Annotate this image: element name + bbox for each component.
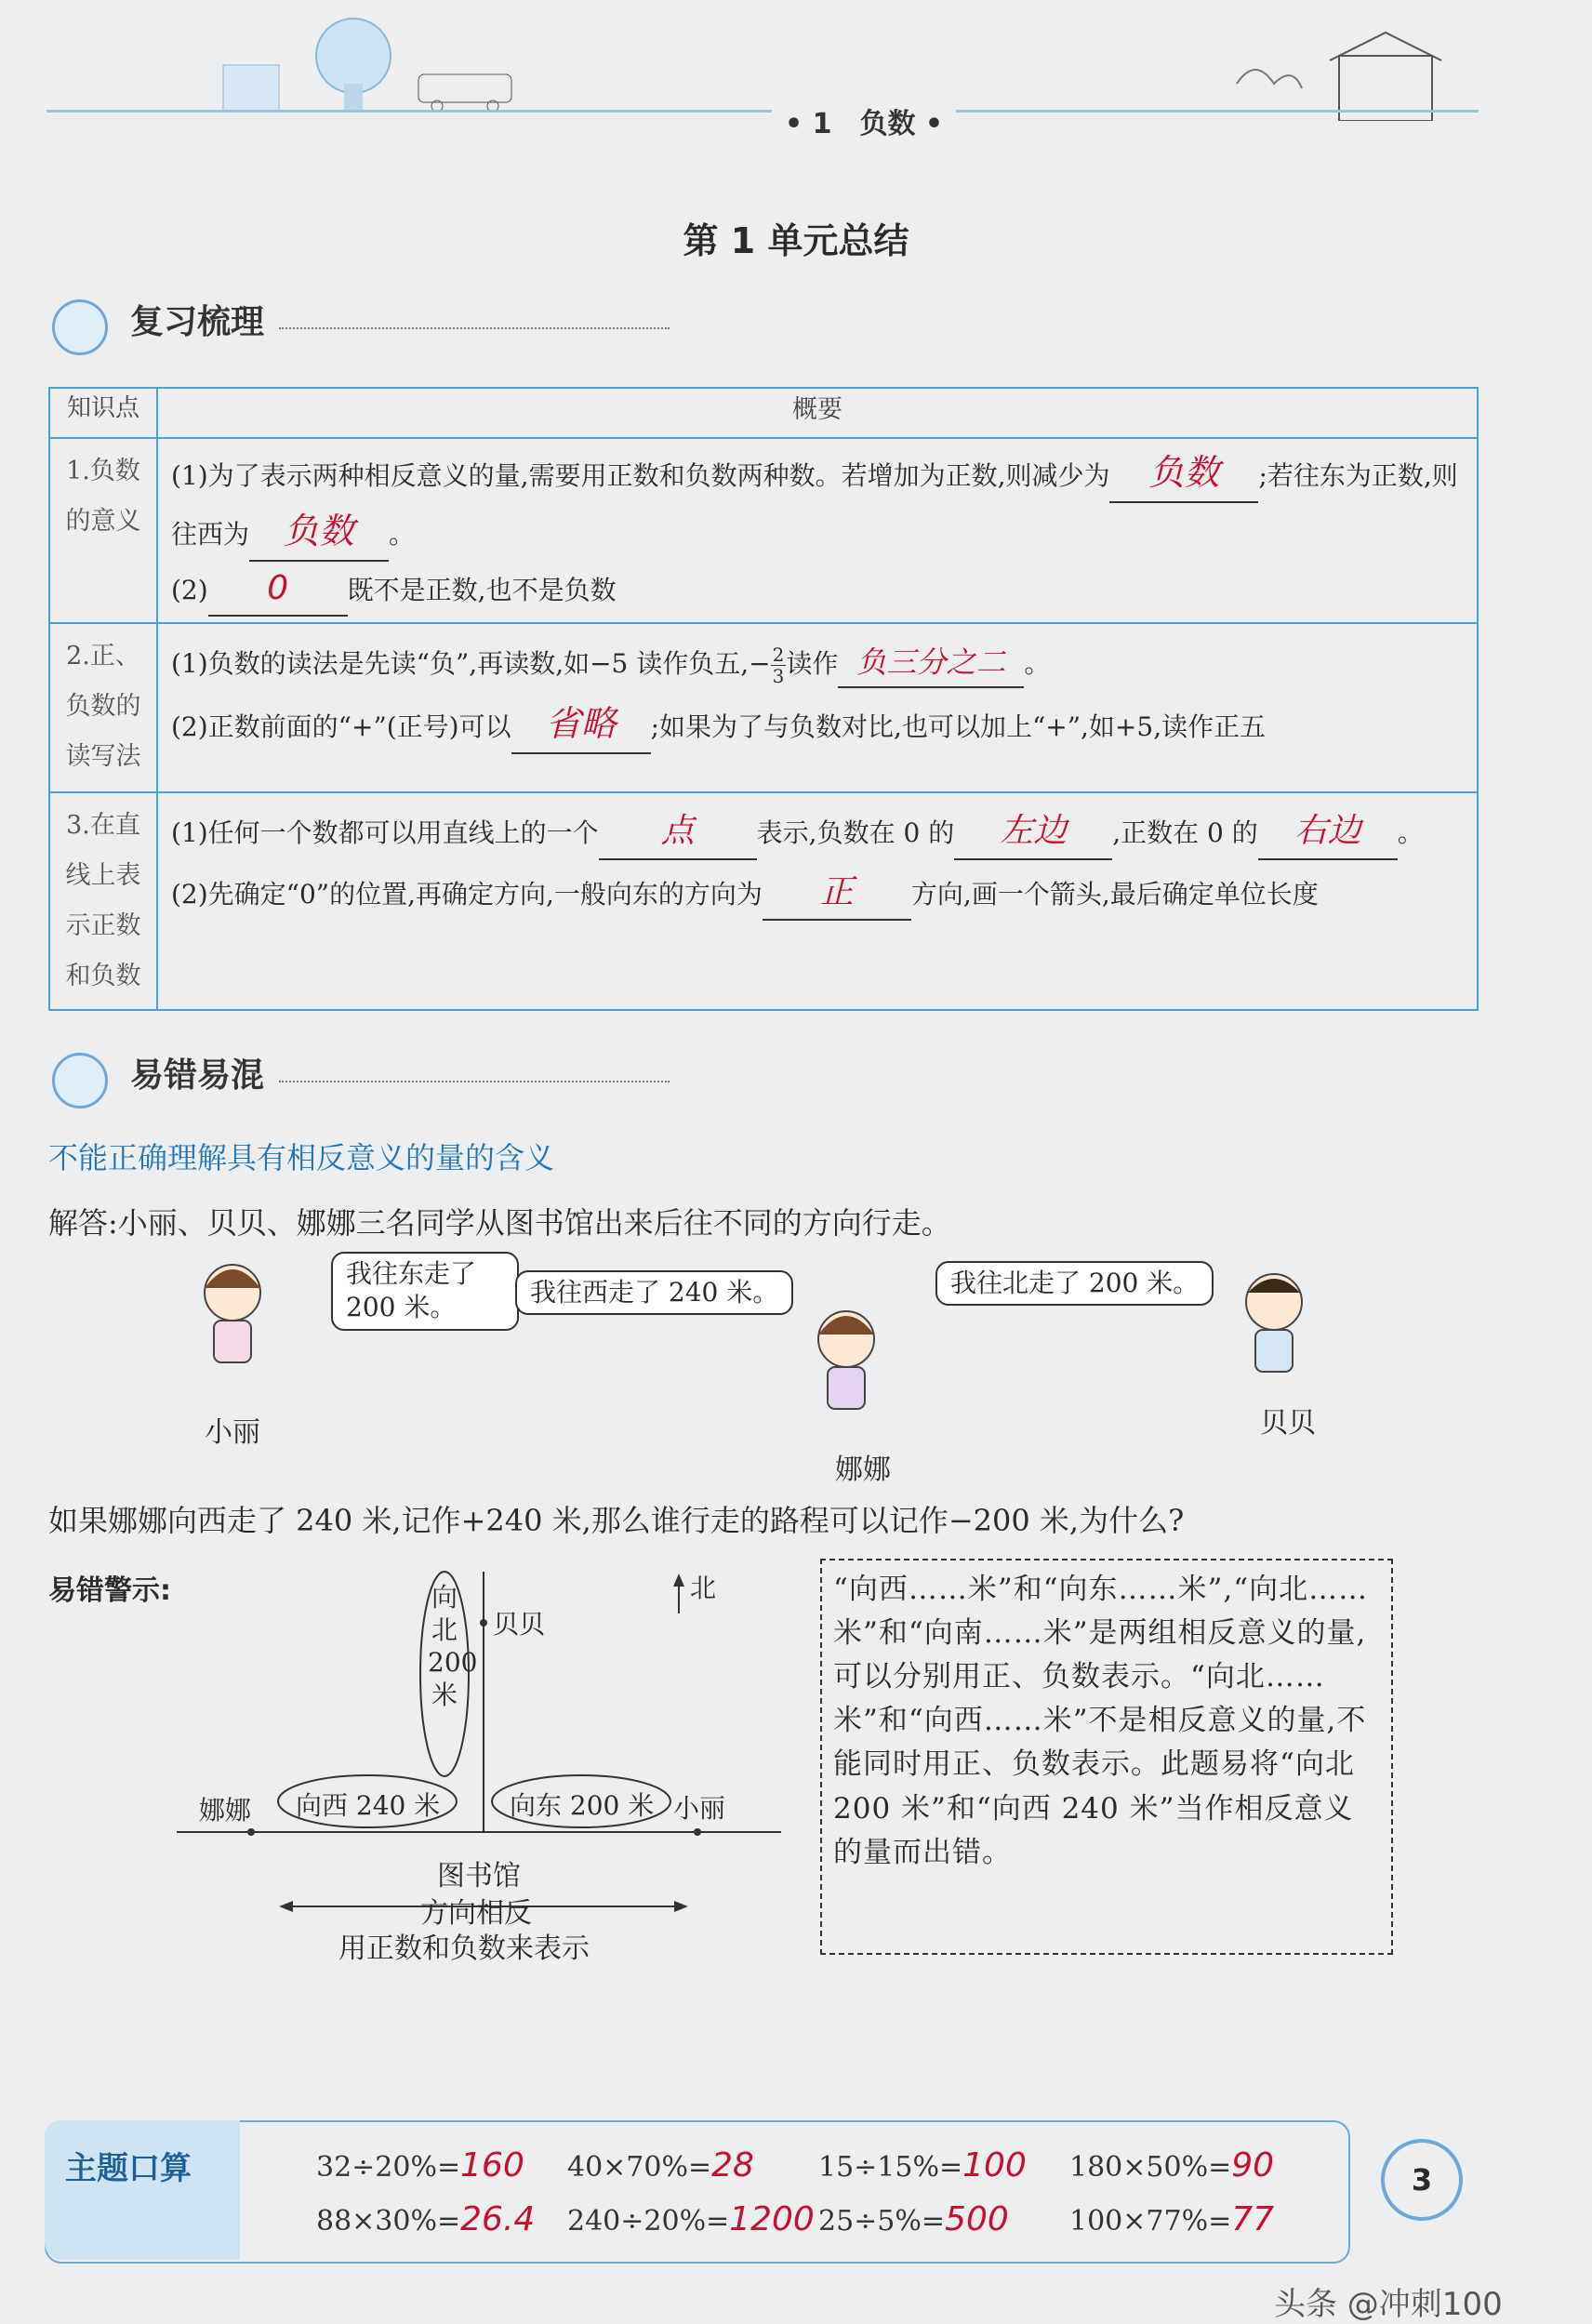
- math-answer: 500: [945, 2200, 1009, 2238]
- kid-icon: [52, 299, 108, 355]
- bubble-text: 我往西走了 240 米。: [530, 1277, 779, 1308]
- label-library: 图书馆: [437, 1860, 521, 1892]
- row1-para1: [171, 445, 1464, 562]
- math-question: 15÷15%=: [818, 2151, 963, 2184]
- text: (1)为了表示两种相反意义的量,需要用正数和负数两种数。若增加为正数,则减少为: [171, 460, 1110, 491]
- math-question: 32÷20%=: [316, 2151, 461, 2184]
- bubble-text: 我往东走了200 米。: [346, 1258, 477, 1323]
- answer-blank: 省略: [511, 696, 651, 754]
- row2-para2: [171, 696, 1464, 754]
- speech-bubble-nana: [515, 1270, 793, 1315]
- kid-icon: [52, 1053, 108, 1109]
- fraction: [771, 644, 787, 686]
- answer-blank: 左边: [954, 804, 1112, 860]
- text: ;如果为了与负数对比,也可以加上“+”,如+5,读作正五: [650, 711, 1267, 743]
- text: 表示,负数在 0 的: [756, 817, 955, 849]
- label-note: 用正数和负数来表示: [338, 1932, 590, 1965]
- answer-blank: 右边: [1258, 804, 1398, 860]
- answer-blank: 正: [763, 866, 911, 922]
- text: ,正数在 0 的: [1112, 817, 1258, 849]
- answer-blank: 负三分之二: [838, 639, 1024, 688]
- mental-math-item: [316, 2200, 535, 2238]
- text: 读作: [786, 648, 839, 680]
- math-answer: 1200: [729, 2200, 815, 2238]
- name-xiaoli: 小丽: [205, 1416, 260, 1449]
- row2-para1: [171, 639, 1464, 688]
- xiaoli-figure: [186, 1255, 279, 1367]
- mental-math-tab: [45, 2120, 240, 2260]
- math-question: 180×50%=: [1069, 2151, 1232, 2184]
- speech-bubble-beibei: [935, 1261, 1214, 1306]
- mistakes-subtitle: 不能正确理解具有相反意义的量的含义: [48, 1140, 555, 1175]
- mistakes-heading-rule: [279, 1081, 670, 1082]
- text: 既不是正数,也不是负数: [347, 574, 617, 605]
- math-question: 240÷20%=: [567, 2205, 730, 2238]
- label-north-200: 向北 200 米: [428, 1582, 478, 1710]
- math-question: 25÷5%=: [818, 2205, 946, 2238]
- nana-figure: [800, 1302, 893, 1414]
- unit-title: 第 1 单元总结: [683, 220, 909, 261]
- row1-para2: [171, 562, 1464, 618]
- header-title: • 1 负数 •: [772, 100, 956, 141]
- mental-math-item: [818, 2200, 1009, 2238]
- name-beibei: 贝贝: [1260, 1407, 1316, 1440]
- row3-para1: [171, 804, 1464, 860]
- header-rule: [46, 110, 1479, 113]
- mental-math-item: [567, 2146, 754, 2185]
- math-question: 40×70%=: [567, 2151, 712, 2184]
- text: 。: [1024, 648, 1051, 680]
- page-number: 3: [1381, 2139, 1463, 2221]
- col-header-summary: 概要: [157, 388, 1478, 438]
- label-west-240: 向西 240 米: [296, 1790, 441, 1821]
- text: (2)正数前面的“+”(正号)可以: [171, 711, 511, 743]
- header-illustration-left: [56, 9, 539, 112]
- text: (1)任何一个数都可以用直线上的一个: [171, 817, 599, 849]
- mental-math-item: [1069, 2146, 1274, 2185]
- beibei-figure: [1227, 1265, 1320, 1376]
- table-header-row: [49, 388, 1478, 438]
- math-answer: 26.4: [460, 2200, 536, 2238]
- fraction-denominator: 3: [772, 665, 785, 688]
- row-label: 3.在直线上表示正数和负数: [49, 792, 157, 1010]
- answer-blank: 负数: [249, 503, 389, 562]
- row-label: 1.负数的意义: [49, 438, 157, 623]
- speech-bubble-xiaoli: [331, 1252, 519, 1331]
- text: 方向,画一个箭头,最后确定单位长度: [910, 878, 1319, 910]
- text: (2)先确定“0”的位置,再确定方向,一般向东的方向为: [171, 878, 763, 910]
- row-body: [157, 438, 1478, 623]
- answer-blank: 0: [208, 562, 348, 618]
- mistakes-heading: 易错易混: [130, 1056, 265, 1095]
- fraction-numerator: 2: [772, 644, 785, 667]
- mental-math-item: [567, 2200, 815, 2238]
- row-label: 2.正、负数的读写法: [49, 623, 157, 792]
- explanation-box: [820, 1559, 1393, 1955]
- explanation-text: “向西……米”和“向东……米”,“向北……米”和“向南……米”是两组相反意义的量,可以分别用正、负数表示。“向北……米”和“向西……米”不是相反意义的量,不能同时用正、负数表示。此题易将“向北 200 米”和“向西 240 米”当作相反意义的量而出错。: [833, 1573, 1369, 1869]
- label-north: 北: [690, 1573, 717, 1603]
- question-text: 解答:小丽、贝贝、娜娜三名同学从图书馆出来后往不同的方向行走。: [48, 1205, 951, 1241]
- text: 。: [389, 518, 416, 550]
- warning-label: 易错警示:: [48, 1574, 171, 1607]
- math-answer: 100: [962, 2146, 1027, 2185]
- math-answer: 28: [711, 2146, 754, 2185]
- math-question: 88×30%=: [316, 2205, 461, 2238]
- label-beibei: 贝贝: [493, 1609, 546, 1640]
- text: ;若往东为正数,则往西为: [171, 460, 1458, 550]
- table-row: [49, 623, 1478, 792]
- mental-math-item: [818, 2146, 1027, 2185]
- table-row: [49, 438, 1478, 623]
- review-heading: 复习梳理: [130, 303, 265, 341]
- mental-math-title: 主题口算: [65, 2150, 192, 2187]
- mental-math-item: [316, 2146, 524, 2185]
- label-east-200: 向东 200 米: [510, 1790, 655, 1821]
- math-question: 100×77%=: [1069, 2205, 1232, 2238]
- label-opposite: 方向相反: [420, 1897, 532, 1930]
- bubble-text: 我往北走了 200 米。: [950, 1268, 1200, 1298]
- row-body: [157, 792, 1478, 1010]
- name-nana: 娜娜: [835, 1454, 891, 1486]
- text: (1)负数的读法是先读“负”,再读数,如−5 读作负五,−: [171, 648, 771, 680]
- answer-blank: 负数: [1109, 445, 1258, 503]
- mental-math-item: [1069, 2200, 1274, 2238]
- review-heading-rule: [279, 327, 670, 329]
- header-illustration-right: [1218, 28, 1460, 121]
- question-text-2: 如果娜娜向西走了 240 米,记作+240 米,那么谁行走的路程可以记作−200 米,为什么?: [48, 1503, 1185, 1538]
- table-row: [49, 792, 1478, 1010]
- row-body: [157, 623, 1478, 792]
- text: 。: [1397, 817, 1424, 849]
- math-answer: 90: [1231, 2146, 1275, 2185]
- review-table: [48, 387, 1479, 1011]
- col-header-knowledge: 知识点: [49, 388, 157, 438]
- math-answer: 160: [460, 2146, 524, 2185]
- label-xiaoli: 小丽: [673, 1793, 726, 1824]
- answer-blank: 点: [599, 804, 757, 860]
- label-nana: 娜娜: [199, 1795, 252, 1826]
- row3-para2: [171, 866, 1464, 922]
- text: (2): [171, 574, 208, 605]
- math-answer: 77: [1231, 2200, 1275, 2238]
- watermark: 头条 @冲刺100: [1274, 2286, 1503, 2323]
- mental-math-box: [45, 2120, 1350, 2264]
